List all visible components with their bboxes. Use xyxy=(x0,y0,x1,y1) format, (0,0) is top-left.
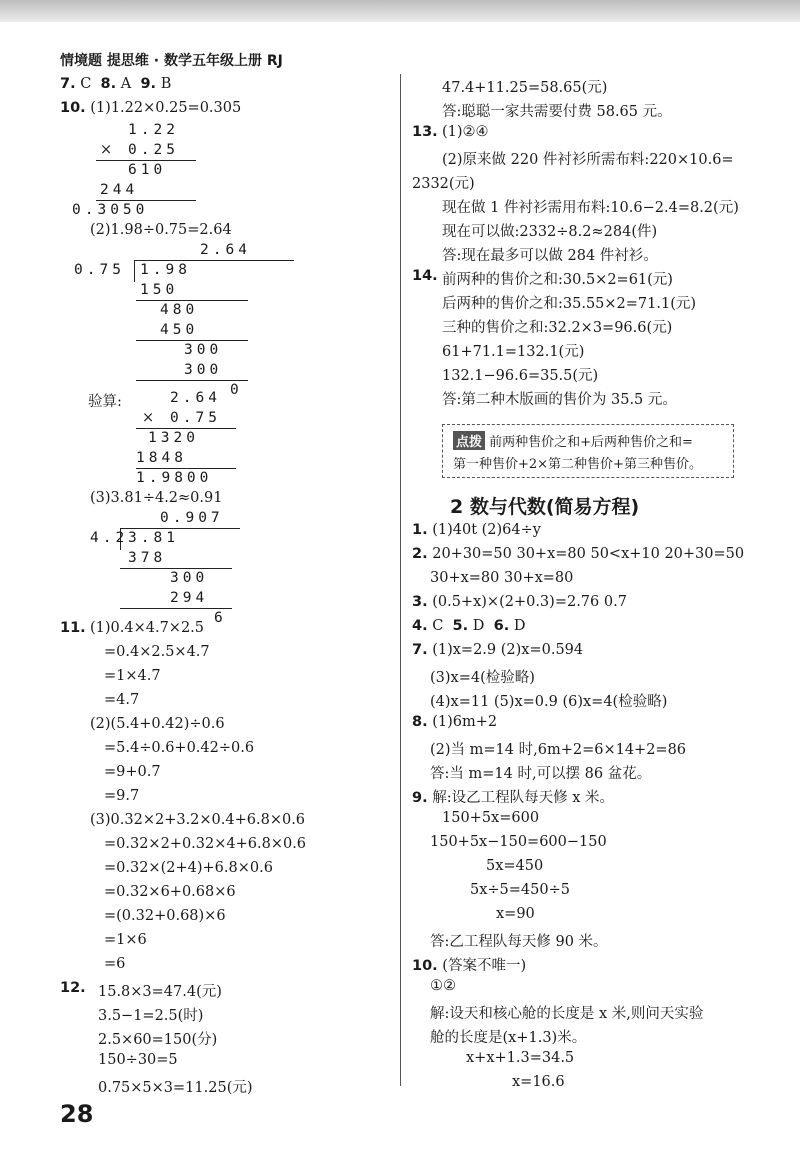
q11-number: 11. xyxy=(60,620,86,636)
q14-line: 前两种的售价之和:30.5×2=61(元) xyxy=(442,272,673,288)
q12-number: 12. xyxy=(60,980,86,996)
page-number: 28 xyxy=(60,1100,94,1128)
q12-cont-line: 47.4+11.25=58.65(元) xyxy=(442,80,608,96)
q14-line: 61+71.1=132.1(元) xyxy=(442,344,585,360)
q13-line: 答:现在最多可以做 284 件衬衫。 xyxy=(442,248,658,264)
q11-line: (1)0.4×4.7×2.5 xyxy=(90,620,205,636)
q10-part1: 10. (1)1.22×0.25=0.305 xyxy=(60,100,242,116)
q11-line: =9+0.7 xyxy=(104,764,161,780)
q10-part2: (2)1.98÷0.75=2.64 xyxy=(90,222,232,238)
q13-line: 现在做 1 件衬衫需用布料:10.6−2.4=8.2(元) xyxy=(442,200,739,216)
q14-line: 后两种的售价之和:35.55×2=71.1(元) xyxy=(442,296,697,312)
q12-cont-line: 答:聪聪一家共需要付费 58.65 元。 xyxy=(442,104,672,120)
q14-line: 三种的售价之和:32.2×3=96.6(元) xyxy=(442,320,673,336)
q13-line: 现在可以做:2332÷8.2≈284(件) xyxy=(442,224,658,240)
q11-line: =0.32×2+0.32×4+6.8×0.6 xyxy=(104,836,307,852)
section-title: 2 数与代数(简易方程) xyxy=(450,496,640,518)
q13-line: (1)②④ xyxy=(442,124,489,140)
q11-line: =0.32×6+0.68×6 xyxy=(104,884,236,900)
tip-box: 点拨 前两种售价之和+后两种售价之和= 第一种售价+2×第二种售价+第三种售价。 xyxy=(442,424,734,478)
q12-line: 0.75×5×3=11.25(元) xyxy=(98,1080,253,1096)
q7-9-answers: 7. C 8. A 9. B xyxy=(60,76,172,92)
q11-line: =0.4×2.5×4.7 xyxy=(104,644,210,660)
q11-line: =0.32×(2+4)+6.8×0.6 xyxy=(104,860,273,876)
q11-line: =4.7 xyxy=(104,692,140,708)
q11-line: =6 xyxy=(104,956,126,972)
q11-line: =1×6 xyxy=(104,932,147,948)
q10-part3: (3)3.81÷4.2≈0.91 xyxy=(90,490,223,506)
q14-line: 132.1−96.6=35.5(元) xyxy=(442,368,599,384)
q13-line: (2)原来做 220 件衬衫所需布料:220×10.6= xyxy=(442,152,734,168)
q11-line: =9.7 xyxy=(104,788,140,804)
q12-line: 2.5×60=150(分) xyxy=(98,1032,218,1048)
q14-line: 答:第二种木版画的售价为 35.5 元。 xyxy=(442,392,677,408)
q13-number: 13. xyxy=(412,124,438,140)
q11-line: (3)0.32×2+3.2×0.4+6.8×0.6 xyxy=(90,812,306,828)
q13-line: 2332(元) xyxy=(412,176,475,192)
q12-line: 15.8×3=47.4(元) xyxy=(98,984,222,1000)
q11-line: =1×4.7 xyxy=(104,668,161,684)
q14-number: 14. xyxy=(412,268,438,284)
q11-line: =(0.32+0.68)×6 xyxy=(104,908,226,924)
q12-line: 3.5−1=2.5(时) xyxy=(98,1008,204,1024)
q11-line: =5.4÷0.6+0.42÷0.6 xyxy=(104,740,255,756)
q11-line: (2)(5.4+0.42)÷0.6 xyxy=(90,716,225,732)
top-shadow xyxy=(0,0,800,22)
q12-line: 150÷30=5 xyxy=(98,1052,178,1068)
running-header: 情境题 提思维 · 数学五年级上册 RJ xyxy=(60,53,283,69)
column-divider xyxy=(400,74,401,1086)
tip-tag: 点拨 xyxy=(453,431,485,450)
